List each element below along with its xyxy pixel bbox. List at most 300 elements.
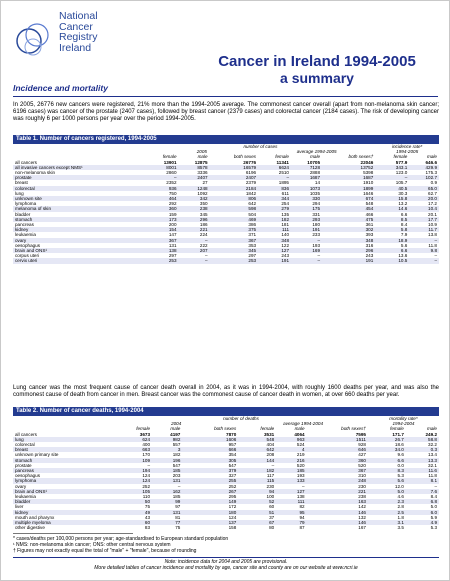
row-label: colorectal <box>15 185 35 191</box>
table-cell: 158 <box>228 525 237 531</box>
table-cell: 393 <box>365 232 374 238</box>
table-cell: 75 <box>175 525 181 531</box>
table-cell: 598 <box>248 206 257 212</box>
table-cell: 11.8 <box>428 473 437 479</box>
table-cell: 2.5 <box>397 509 404 515</box>
table-cell: 122 <box>281 242 289 248</box>
footnote-1: * cases/deaths per 100,000 persons per year; age-standardised to European standard population <box>13 536 229 542</box>
table-cell: 13.3 <box>428 457 437 463</box>
table-cell: 293 <box>312 216 321 222</box>
table-cell: 548 <box>365 201 374 207</box>
t2-h-female: female <box>136 426 151 432</box>
table-cell: 17.2 <box>428 201 437 207</box>
table-cell: 8.3 <box>397 468 404 474</box>
row-label: pancreas <box>15 222 34 228</box>
table2-group-header: number of deaths <box>223 416 259 421</box>
t2-h-male-avg: male <box>294 426 305 432</box>
table-cell: – <box>317 253 321 259</box>
table-cell: 6.8 <box>430 499 437 505</box>
table-cell: – <box>177 483 181 489</box>
table-cell: 182 <box>281 216 289 222</box>
table-cell: 3.5 <box>397 525 404 531</box>
table-cell: 360 <box>358 457 366 463</box>
t2-h-both: both sexes <box>214 426 237 432</box>
row-label: lung <box>15 190 24 196</box>
table-cell: 2860 <box>166 170 177 176</box>
table-cell: 67 <box>269 520 275 526</box>
table-cell: 137 <box>228 520 237 526</box>
table-cell: 30.3 <box>398 190 408 196</box>
header-divider <box>13 96 438 97</box>
table-cell: 354 <box>228 452 237 458</box>
ncri-logo-icon <box>13 17 53 61</box>
table-cell: 8578 <box>197 164 208 170</box>
table-cell: 99 <box>175 499 181 505</box>
table-cell: 1248 <box>197 185 208 191</box>
table-cell: 77 <box>175 520 181 526</box>
table-cell: 6.6 <box>400 211 408 217</box>
row-label: ovary <box>15 237 27 243</box>
table-cell: 117 <box>266 473 275 479</box>
t1-h-male-rate: male <box>427 154 437 160</box>
table-cell: 186 <box>199 222 208 228</box>
table-cell: – <box>434 258 437 264</box>
table-cell: 7870 <box>226 431 237 437</box>
table-cell: 233 <box>312 232 321 238</box>
table-cell: 193 <box>312 242 321 248</box>
row-label: brain and ONS¹ <box>15 488 47 494</box>
footnote-divider <box>13 533 133 534</box>
table-cell: 469 <box>248 216 257 222</box>
table-cell: 196 <box>172 457 181 463</box>
table-cell: 105.7 <box>395 180 408 186</box>
table-cell: 5.6 <box>397 478 404 484</box>
table-cell: 79 <box>299 520 305 526</box>
table2-rate-header: mortality rate* <box>389 416 418 421</box>
table-cell: 138 <box>168 248 177 254</box>
table1-col-2005: 2005 <box>196 149 207 155</box>
table-cell: 32.1 <box>428 462 437 468</box>
table-cell: 208 <box>266 452 275 458</box>
table-cell: 94 <box>299 514 305 520</box>
page-subtitle: a summary <box>280 70 354 86</box>
table-cell: 663 <box>142 447 151 453</box>
table-cell: 94 <box>269 488 275 494</box>
table-cell: 557 <box>172 442 181 448</box>
table-cell: 466 <box>365 211 374 217</box>
table-cell: 928 <box>358 442 366 448</box>
row-label: stomach <box>15 216 33 222</box>
row-label: non-melanoma skin <box>15 170 56 176</box>
table-cell: 344 <box>281 196 289 202</box>
table-cell: 3.1 <box>397 520 404 526</box>
table-cell: – <box>434 483 437 489</box>
table-cell: 10705 <box>307 159 321 165</box>
table-cell: 37 <box>269 514 275 520</box>
table-cell: 255 <box>228 478 237 484</box>
table-cell: 13.4 <box>428 452 437 458</box>
row-label: ovary <box>15 483 27 489</box>
table-cell: 175.3 <box>425 170 437 176</box>
table-cell: 646.6 <box>425 159 437 165</box>
table1-group-header: number of cases <box>243 144 278 149</box>
table-cell: – <box>271 462 275 468</box>
table-row <box>13 258 439 263</box>
table2-col-2004: 2004 <box>171 421 182 427</box>
table-cell: 75 <box>144 504 151 510</box>
row-label: pancreas <box>15 468 34 474</box>
table-cell: 4.6 <box>397 494 404 500</box>
table-cell: – <box>434 237 437 243</box>
table-cell: 97 <box>175 504 181 510</box>
table-cell: 60 <box>269 504 275 510</box>
table-cell: 936 <box>168 185 177 191</box>
table-cell: 127 <box>281 248 289 254</box>
table-cell: 252 <box>228 483 237 489</box>
table-cell: 646 <box>358 447 366 453</box>
table-cell: 0.3 <box>430 447 437 453</box>
table-cell: 624 <box>142 436 151 442</box>
table-cell: 216 <box>296 457 305 463</box>
table-cell: – <box>205 258 208 264</box>
table2-rate-years: 1994-2004 <box>392 421 415 427</box>
table-cell: – <box>173 175 177 181</box>
table-cell: 642 <box>266 447 275 453</box>
table-cell: 6.6 <box>400 248 408 254</box>
table1-col-avg: average 1994-2005 <box>296 149 337 155</box>
row-label: all cancers <box>15 159 37 165</box>
table-cell: 367 <box>168 237 177 243</box>
row-label: unknown primary site <box>15 452 59 458</box>
table-cell: 4064 <box>294 431 305 437</box>
table-cell: 350 <box>199 201 208 207</box>
table-cell: 191 <box>365 258 374 264</box>
table-cell: 1895 <box>278 180 289 186</box>
table-cell: 330 <box>312 196 321 202</box>
table1-rate-header: incidence rate* <box>391 144 423 149</box>
table-cell: 140 <box>281 232 289 238</box>
t1-h-both: both sexes <box>233 154 257 160</box>
table-cell: 111 <box>297 499 305 505</box>
table-cell: 138 <box>296 494 305 500</box>
table-cell: 11341 <box>276 159 289 165</box>
table2-col-avg: average 1994-2004 <box>283 421 324 427</box>
table-cell: 2352 <box>166 180 177 186</box>
table-cell: 207 <box>199 248 208 254</box>
table-row <box>13 525 439 530</box>
table-cell: 8.4 <box>400 222 408 228</box>
table1-title: Table 1. Number of cancers registered, 1994-2005 <box>13 135 439 144</box>
table-cell: 191 <box>281 258 289 264</box>
table-cell: 3 <box>177 447 181 453</box>
row-label: bladder <box>15 211 31 217</box>
t2-h-female-rate: female <box>390 426 404 432</box>
logo-line-4: Ireland <box>59 41 92 54</box>
table-cell: 371 <box>248 232 257 238</box>
table-cell: 295 <box>228 494 237 500</box>
table-cell: 367 <box>358 468 366 474</box>
table-cell: 13901 <box>163 159 177 165</box>
row-label: all cancers <box>15 431 37 437</box>
table-cell: 230 <box>358 483 366 489</box>
table-cell: 1.8 <box>397 514 404 520</box>
table-cell: 524 <box>296 442 305 448</box>
table-cell: 146 <box>358 509 366 515</box>
row-label: brain and ONS¹ <box>15 248 47 254</box>
table-cell: 81 <box>175 514 181 520</box>
table-cell: – <box>147 462 151 468</box>
table-cell: 11.7 <box>428 227 437 233</box>
table1-rate-years: 1994-2005 <box>396 149 419 155</box>
table-cell: 404 <box>266 442 275 448</box>
table-cell: 131 <box>172 509 181 515</box>
table-cell: 296 <box>365 248 374 254</box>
table-cell: 34.0 <box>394 447 404 453</box>
table-cell: 375 <box>248 227 257 233</box>
t2-h-male-rate: male <box>427 426 437 432</box>
table-cell: 548 <box>266 436 275 442</box>
table-cell: 180 <box>228 509 237 515</box>
table-cell: 191 <box>312 227 321 233</box>
table-cell: 345 <box>199 211 208 217</box>
table-cell: 1092 <box>197 190 208 196</box>
table-cell: – <box>205 237 208 243</box>
table-cell: 292 <box>168 201 177 207</box>
table-cell: 0.9 <box>430 180 437 186</box>
table-cell: 2379 <box>245 180 257 186</box>
table-cell: 5.9 <box>430 514 437 520</box>
row-label: prostate <box>15 175 32 181</box>
t1-h-male-avg: male <box>310 154 321 160</box>
table-cell: 22046 <box>360 159 374 165</box>
table-cell: 51 <box>269 509 275 515</box>
table-cell: 65.0 <box>428 185 437 191</box>
table-cell: 982 <box>172 436 181 442</box>
table-cell: 252 <box>142 483 151 489</box>
table-cell: 666 <box>228 447 237 453</box>
table-cell: 175 <box>312 206 321 212</box>
row-label: bladder <box>15 499 31 505</box>
table-cell: 279 <box>281 206 289 212</box>
table-cell: 7128 <box>309 164 321 170</box>
bottom-note-1: Note: incidence data for 2004 and 2005 are provisional. <box>164 559 288 565</box>
row-label: unknown site <box>15 196 42 202</box>
table-cell: 149 <box>228 499 237 505</box>
table-cell: 1842 <box>245 190 257 196</box>
row-label: lymphoma <box>15 201 37 207</box>
table-cell: 520 <box>296 462 305 468</box>
table-cell: 58.8 <box>428 436 437 442</box>
table-cell: 5398 <box>363 170 374 176</box>
table-cell: 611 <box>281 190 289 196</box>
row-label: lung <box>15 436 24 442</box>
table-cell: 238 <box>199 206 208 212</box>
table-cell: 15.8 <box>398 196 408 202</box>
table-cell: 5.6 <box>400 242 408 248</box>
t2-h-both-avg: both sexes† <box>341 426 366 432</box>
table-cell: 169 <box>312 248 321 254</box>
t1-h-both-avg: both sexes† <box>348 154 374 160</box>
row-label: kidney <box>15 509 29 515</box>
table-cell: 429.9 <box>425 164 437 170</box>
table-cell: 2510 <box>278 170 289 176</box>
table-cell: 80 <box>269 525 275 531</box>
table-cell: 3531 <box>263 431 275 437</box>
table-cell: 200 <box>168 222 177 228</box>
table-cell: 40.5 <box>398 185 408 191</box>
table-cell: 249.2 <box>425 431 437 437</box>
row-label: oesophagus <box>15 242 41 248</box>
table-cell: 109 <box>142 457 151 463</box>
table-cell: 172 <box>228 504 237 510</box>
table-cell: 2407 <box>197 175 208 181</box>
table-cell: 5.3 <box>430 525 437 531</box>
row-label: breast <box>15 180 28 186</box>
row-label: liver <box>15 504 24 510</box>
t1-h-female-avg: female <box>275 154 289 160</box>
intro-paragraph: In 2005, 26776 new cancers were registered, 21% more than the 1994-2005 average. The commonest cancer overall (apart from non-melanoma skin cancer; 6196 cases) was cancer of the prostate (2407 cases), followed by breast cancer (2379 cases) and colorectal cancer (2184 cases). The risk of developing cancer was roughly 6 per 1000 persons per year over the period 1994-2005. <box>13 102 439 122</box>
section-heading: Incidence and mortality <box>13 83 108 93</box>
t1-h-female: female <box>162 154 177 160</box>
table-cell: 133 <box>296 478 305 484</box>
bottom-divider <box>13 557 439 558</box>
table-cell: 3336 <box>197 170 208 176</box>
table-cell: 185 <box>172 494 181 500</box>
table-cell: 248 <box>358 478 366 484</box>
table-cell: – <box>205 253 208 259</box>
table-cell: 180 <box>312 222 321 228</box>
table-cell: 124 <box>228 514 237 520</box>
table-cell: 1035 <box>309 190 321 196</box>
table-cell: 193 <box>296 473 305 479</box>
table-cell: 13.2 <box>398 201 408 207</box>
table-cell: 10.9 <box>428 222 437 228</box>
table-cell: 154 <box>168 227 177 233</box>
table-cell: 520 <box>358 462 366 468</box>
table-cell: 182 <box>266 468 275 474</box>
table-cell: 50 <box>144 499 151 505</box>
table-cell: 83 <box>144 525 151 531</box>
table-cell: 203 <box>172 473 181 479</box>
table-cell: – <box>286 175 289 181</box>
table-cell: 243 <box>281 253 289 259</box>
table-cell: 173 <box>168 216 177 222</box>
table-cell: 353 <box>248 242 257 248</box>
table-cell: 18.9 <box>398 237 408 243</box>
table-cell: 100 <box>266 494 275 500</box>
bottom-note <box>13 559 439 571</box>
table-cell: 5.0 <box>397 488 404 494</box>
table-cell: 32.2 <box>428 442 437 448</box>
table-cell: 14.6 <box>398 206 408 212</box>
row-label: prostate <box>15 462 32 468</box>
table-cell: 123.0 <box>395 170 408 176</box>
table-cell: 2184 <box>245 185 257 191</box>
t1-h-male: male <box>197 154 208 160</box>
table-cell: 221 <box>358 488 366 494</box>
table-cell: 454 <box>365 206 374 212</box>
table-cell: 135 <box>281 211 289 217</box>
table1 <box>13 144 439 264</box>
table-cell: 547 <box>228 462 237 468</box>
table-cell: 171.7 <box>392 431 404 437</box>
table-cell: 5.8 <box>400 227 408 233</box>
table-cell: 20.0 <box>428 196 437 202</box>
table-cell: 13752 <box>360 164 374 170</box>
table-cell: 367 <box>248 237 257 243</box>
page-title: Cancer in Ireland 1994-2005 <box>218 53 416 70</box>
table-cell: 475 <box>365 216 374 222</box>
table-cell: 254 <box>281 201 289 207</box>
table-cell: 95 <box>299 509 305 515</box>
row-label: corpus uteri <box>15 253 40 259</box>
table-cell: 331 <box>312 211 321 217</box>
table-cell: 7.6 <box>430 488 437 494</box>
table-cell: 10.4 <box>428 206 437 212</box>
table-cell: 464 <box>168 196 177 202</box>
table-cell: 343.1 <box>395 164 408 170</box>
table-cell: 11.8 <box>428 242 437 248</box>
table-cell: 110 <box>142 494 151 500</box>
row-label: colorectal <box>15 442 35 448</box>
row-label: oesophagus <box>15 473 41 479</box>
row-label: kidney <box>15 227 29 233</box>
table-cell: 26776 <box>243 159 257 165</box>
table-cell: 221 <box>199 227 208 233</box>
table-cell: 115 <box>266 478 275 484</box>
row-label: leukaemia <box>15 494 36 500</box>
t1-h-female-rate: female <box>393 154 408 160</box>
table-cell: 3673 <box>139 431 151 437</box>
table-cell: 9.6 <box>397 452 404 458</box>
table-cell: 4 <box>302 447 305 453</box>
table-cell: 17.7 <box>428 216 437 222</box>
table-cell: 386 <box>248 222 257 228</box>
footnote-3: † Figures may not exactly equal the total of "male" + "female", because of rounding <box>13 548 197 554</box>
table-cell: 132 <box>358 514 366 520</box>
table-cell: 13.8 <box>428 232 437 238</box>
table-cell: 806 <box>248 196 257 202</box>
table-cell: 142 <box>358 504 366 510</box>
row-label: leukaemia <box>15 232 36 238</box>
table-cell: 230 <box>266 483 275 489</box>
mortality-paragraph: Lung cancer was the most frequent cause of cancer death overall in 2004, as it was in 1994-2004, with roughly 1600 deaths per year, and was also the commonest cause of death from cancer in men. Breast cancer was the commonest cause of cancer death in women, at over 660 deaths per year. <box>13 385 439 398</box>
table-cell: 360 <box>168 206 177 212</box>
t2-h-female-avg: female <box>260 426 275 432</box>
table-cell: 6196 <box>245 170 257 176</box>
table-cell: 167 <box>358 525 366 531</box>
table-cell: 238 <box>358 494 366 500</box>
table-cell: 7.9 <box>400 232 408 238</box>
table-cell: 170 <box>142 452 151 458</box>
row-label: cervix uteri <box>15 258 38 264</box>
row-label: melanoma of skin <box>15 206 52 212</box>
table-cell: 296 <box>199 216 208 222</box>
table-cell: 52 <box>269 499 275 505</box>
table-cell: 60 <box>144 520 151 526</box>
table-cell: 82 <box>299 504 305 510</box>
table-cell: 310 <box>358 473 366 479</box>
table-cell: 12875 <box>194 159 208 165</box>
table-cell: 2407 <box>245 175 257 181</box>
table-cell: 13.6 <box>398 253 408 259</box>
table-cell: 400 <box>142 442 151 448</box>
table-cell: 18.6 <box>394 442 404 448</box>
table-cell: 342 <box>199 196 208 202</box>
t2-h-male: male <box>170 426 181 432</box>
table-cell: 144 <box>266 457 275 463</box>
row-label: multiple myeloma <box>15 520 51 526</box>
